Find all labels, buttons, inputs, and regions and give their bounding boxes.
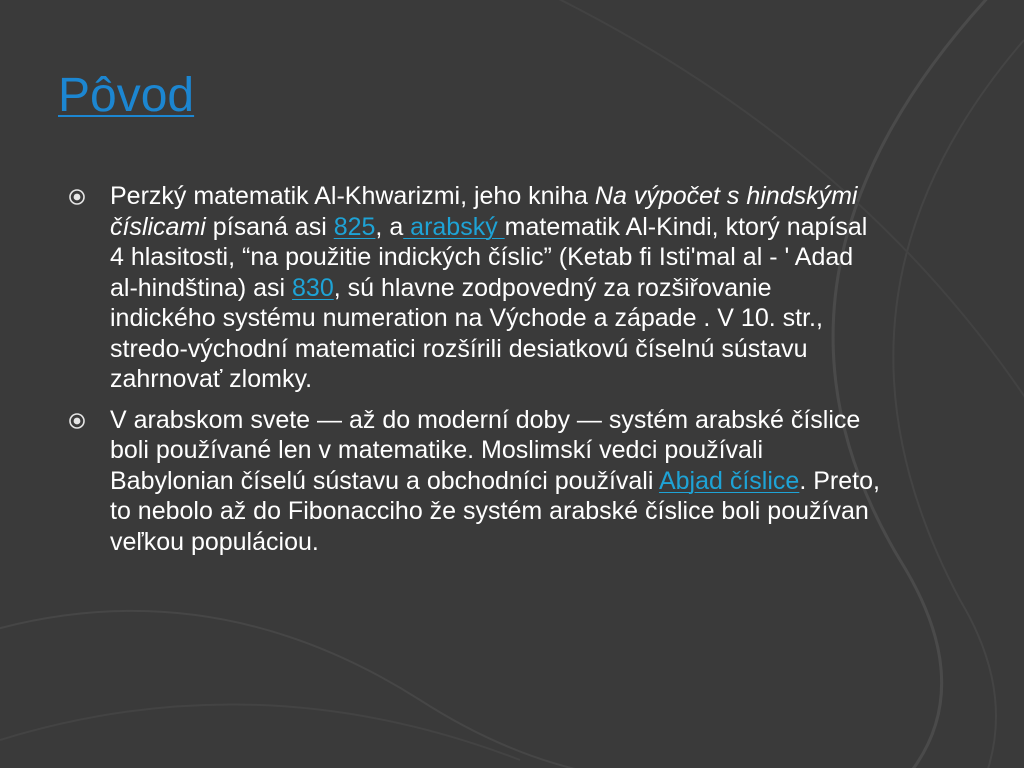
link-arabsky[interactable]: arabský bbox=[403, 212, 505, 241]
bullet-list bbox=[66, 181, 884, 567]
bullet-item bbox=[66, 181, 884, 395]
circle-dot-icon bbox=[68, 412, 86, 430]
bullet-text: písaná asi bbox=[205, 212, 334, 241]
bullet-text: matematik Al-Kindi, ktorý napísal 4 hlasitosti, “na použitie indických číslic” (Ketab fi Isti'mal al - ' Adad al-hindština) asi bbox=[110, 212, 868, 302]
book-title: Na výpočet s hindskými číslicami bbox=[110, 182, 858, 241]
bullet-text: , sú hlavne zodpovedný za rozšiřovanie indického systému numeration na Východe a západe . V 10. str., stredo-východní matematici rozšírili desiatkovú číselnú sústavu zahrnovať zlomky. bbox=[110, 273, 823, 393]
link-830[interactable]: 830 bbox=[292, 273, 334, 302]
bullet-text: Perzký matematik Al-Khwarizmi, jeho kniha bbox=[110, 182, 595, 210]
bullet-text: , a bbox=[375, 212, 404, 241]
bullet-item bbox=[66, 405, 884, 558]
bullet-text: . Preto, to nebolo až do Fibonacciho že systém arabské číslice boli používan veľkou populáciou. bbox=[110, 466, 880, 556]
slide-title[interactable]: Pôvod bbox=[58, 69, 195, 122]
link-abjad-cislice[interactable]: Abjad číslice bbox=[658, 466, 800, 495]
bullet-text: V arabskom svete — až do moderní doby — systém arabské číslice boli používané len v matematike. Moslimskí vedci používali Babylonian číselú sústavu a obchodníci používali bbox=[110, 405, 861, 495]
circle-dot-icon bbox=[68, 188, 86, 206]
link-825[interactable]: 825 bbox=[333, 212, 376, 241]
